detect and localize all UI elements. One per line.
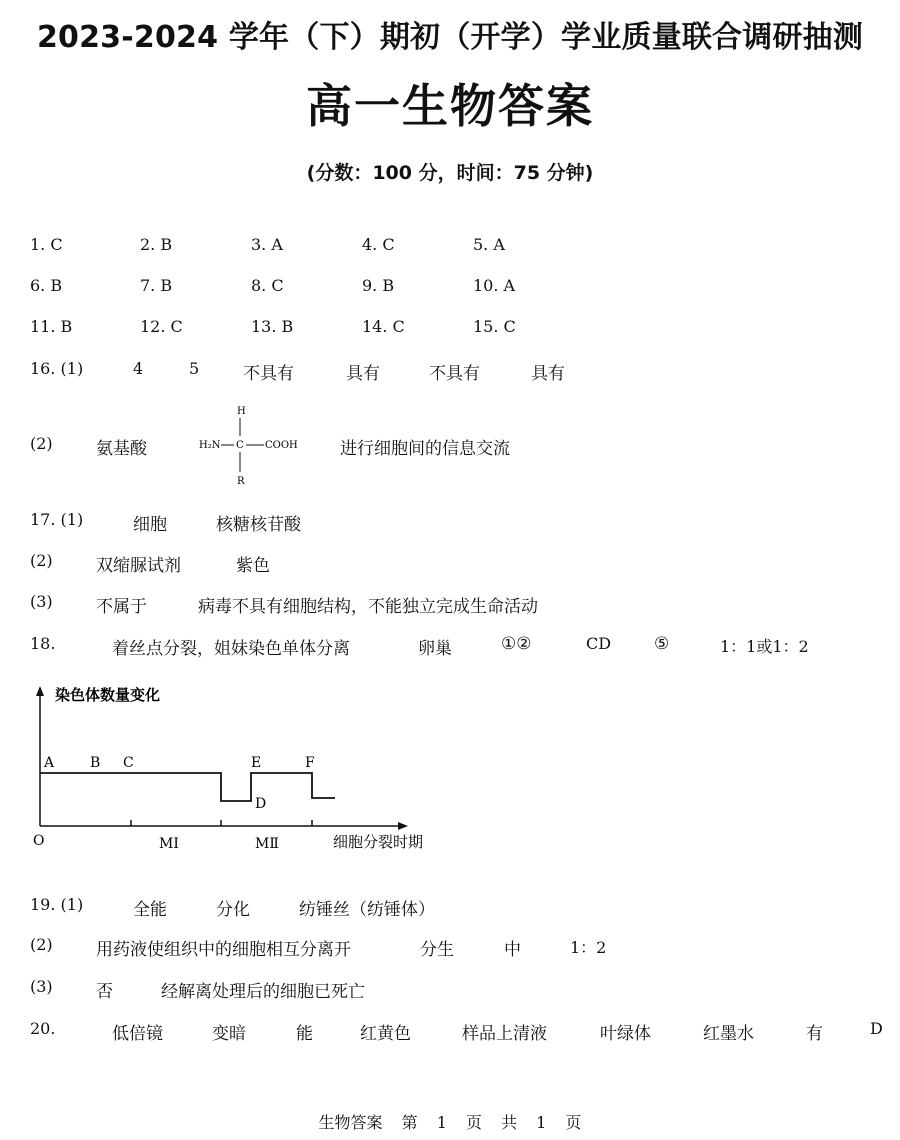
answer: ⑤ xyxy=(654,634,670,654)
y-axis-label: 染色体数量变化 xyxy=(55,686,161,704)
answer: 不具有 xyxy=(243,364,294,384)
answer: 叶绿体 xyxy=(600,1024,651,1044)
answer: 经解离处理后的细胞已死亡 xyxy=(161,982,365,1002)
mc-answer: 2. B xyxy=(140,235,173,254)
question-number: 19. (1) xyxy=(30,895,84,914)
answer: 样品上清液 xyxy=(462,1024,547,1044)
answer: 紫色 xyxy=(236,556,270,576)
mc-answer: 3. A xyxy=(251,235,283,254)
answer: 中 xyxy=(504,940,521,960)
part-label: (2) xyxy=(30,935,53,954)
formula-carboxyl-group: COOH xyxy=(265,440,298,451)
exam-title: 2023-2024 学年（下）期初（开学）学业质量联合调研抽测 xyxy=(36,20,864,55)
answer: 用药液使组织中的细胞相互分离开 xyxy=(96,940,351,960)
formula-carbon: C xyxy=(236,440,244,451)
answer: ①② xyxy=(501,634,532,654)
amino-acid-formula xyxy=(190,400,310,490)
answer: 病毒不具有细胞结构，不能独立完成生命活动 xyxy=(198,597,538,617)
answer: 全能 xyxy=(133,900,167,920)
mc-answer: 8. C xyxy=(251,276,284,295)
mc-answer: 13. B xyxy=(251,317,294,336)
y-axis-arrow-icon xyxy=(36,686,44,696)
answer: 具有 xyxy=(346,364,380,384)
point-label: F xyxy=(305,755,315,771)
answer: 低倍镜 xyxy=(112,1024,163,1044)
x-axis-arrow-icon xyxy=(398,822,408,830)
part-label: (2) xyxy=(30,434,53,453)
formula-amino-group: H₂N xyxy=(199,440,221,451)
answer: 不具有 xyxy=(429,364,480,384)
point-label: A xyxy=(44,755,55,771)
formula-h-top: H xyxy=(237,406,246,417)
mc-answer: 11. B xyxy=(30,317,73,336)
answer: 具有 xyxy=(531,364,565,384)
exam-subtitle: (分数：100 分，时间：75 分钟) xyxy=(306,162,594,184)
part-label: (3) xyxy=(30,977,53,996)
answer: 细胞 xyxy=(133,515,167,535)
part-label: (2) xyxy=(30,551,53,570)
formula-r-group: R xyxy=(237,476,245,487)
part-label: (3) xyxy=(30,592,53,611)
x-axis-label: 细胞分裂时期 xyxy=(333,833,424,851)
answer: CD xyxy=(586,634,612,653)
mc-answer: 1. C xyxy=(30,235,63,254)
answer: 纺锤丝（纺锤体） xyxy=(299,900,435,920)
answer: 着丝点分裂，姐妹染色单体分离 xyxy=(112,639,350,659)
answer: 分化 xyxy=(216,900,250,920)
origin-label: O xyxy=(33,833,45,849)
question-number: 17. (1) xyxy=(30,510,84,529)
answer: 否 xyxy=(96,982,113,1002)
answer: 红墨水 xyxy=(703,1024,754,1044)
mc-answer: 15. C xyxy=(473,317,516,336)
mc-answer: 4. C xyxy=(362,235,395,254)
mc-answer: 10. A xyxy=(473,276,516,295)
answer: D xyxy=(870,1019,883,1038)
chromosome-curve xyxy=(40,773,335,801)
question-number: 20. xyxy=(30,1019,56,1038)
page-title: 高一生物答案 xyxy=(306,79,594,133)
answer: 核糖核苷酸 xyxy=(216,515,301,535)
mc-answer: 14. C xyxy=(362,317,405,336)
answer: 红黄色 xyxy=(360,1024,411,1044)
answer: 1：1或1：2 xyxy=(720,637,809,656)
mc-answer: 6. B xyxy=(30,276,63,295)
phase-label: MⅠ xyxy=(159,836,179,852)
point-label: B xyxy=(90,755,101,771)
answer: 卵巢 xyxy=(418,639,452,659)
answer: 分生 xyxy=(420,940,454,960)
mc-answer: 7. B xyxy=(140,276,173,295)
mc-answer: 9. B xyxy=(362,276,395,295)
answer: 4 xyxy=(133,359,144,378)
answer: 双缩脲试剂 xyxy=(96,556,181,576)
chromosome-count-figure xyxy=(25,680,455,860)
question-number: 18. xyxy=(30,634,56,653)
answer: 有 xyxy=(806,1024,823,1044)
point-label: D xyxy=(255,796,267,812)
question-number: 16. (1) xyxy=(30,359,84,378)
answer: 5 xyxy=(189,359,200,378)
answer: 进行细胞间的信息交流 xyxy=(340,439,510,459)
answer: 1：2 xyxy=(570,938,607,957)
phase-label: MⅡ xyxy=(255,836,279,852)
mc-answer: 5. A xyxy=(473,235,505,254)
point-label: E xyxy=(251,755,262,771)
answer: 能 xyxy=(296,1024,313,1044)
mc-answer: 12. C xyxy=(140,317,183,336)
answer: 氨基酸 xyxy=(96,439,147,459)
point-label: C xyxy=(123,755,134,771)
page-footer: 生物答案 第 1 页 共 1 页 xyxy=(318,1113,582,1132)
answer: 变暗 xyxy=(212,1024,246,1044)
answer: 不属于 xyxy=(96,597,147,617)
